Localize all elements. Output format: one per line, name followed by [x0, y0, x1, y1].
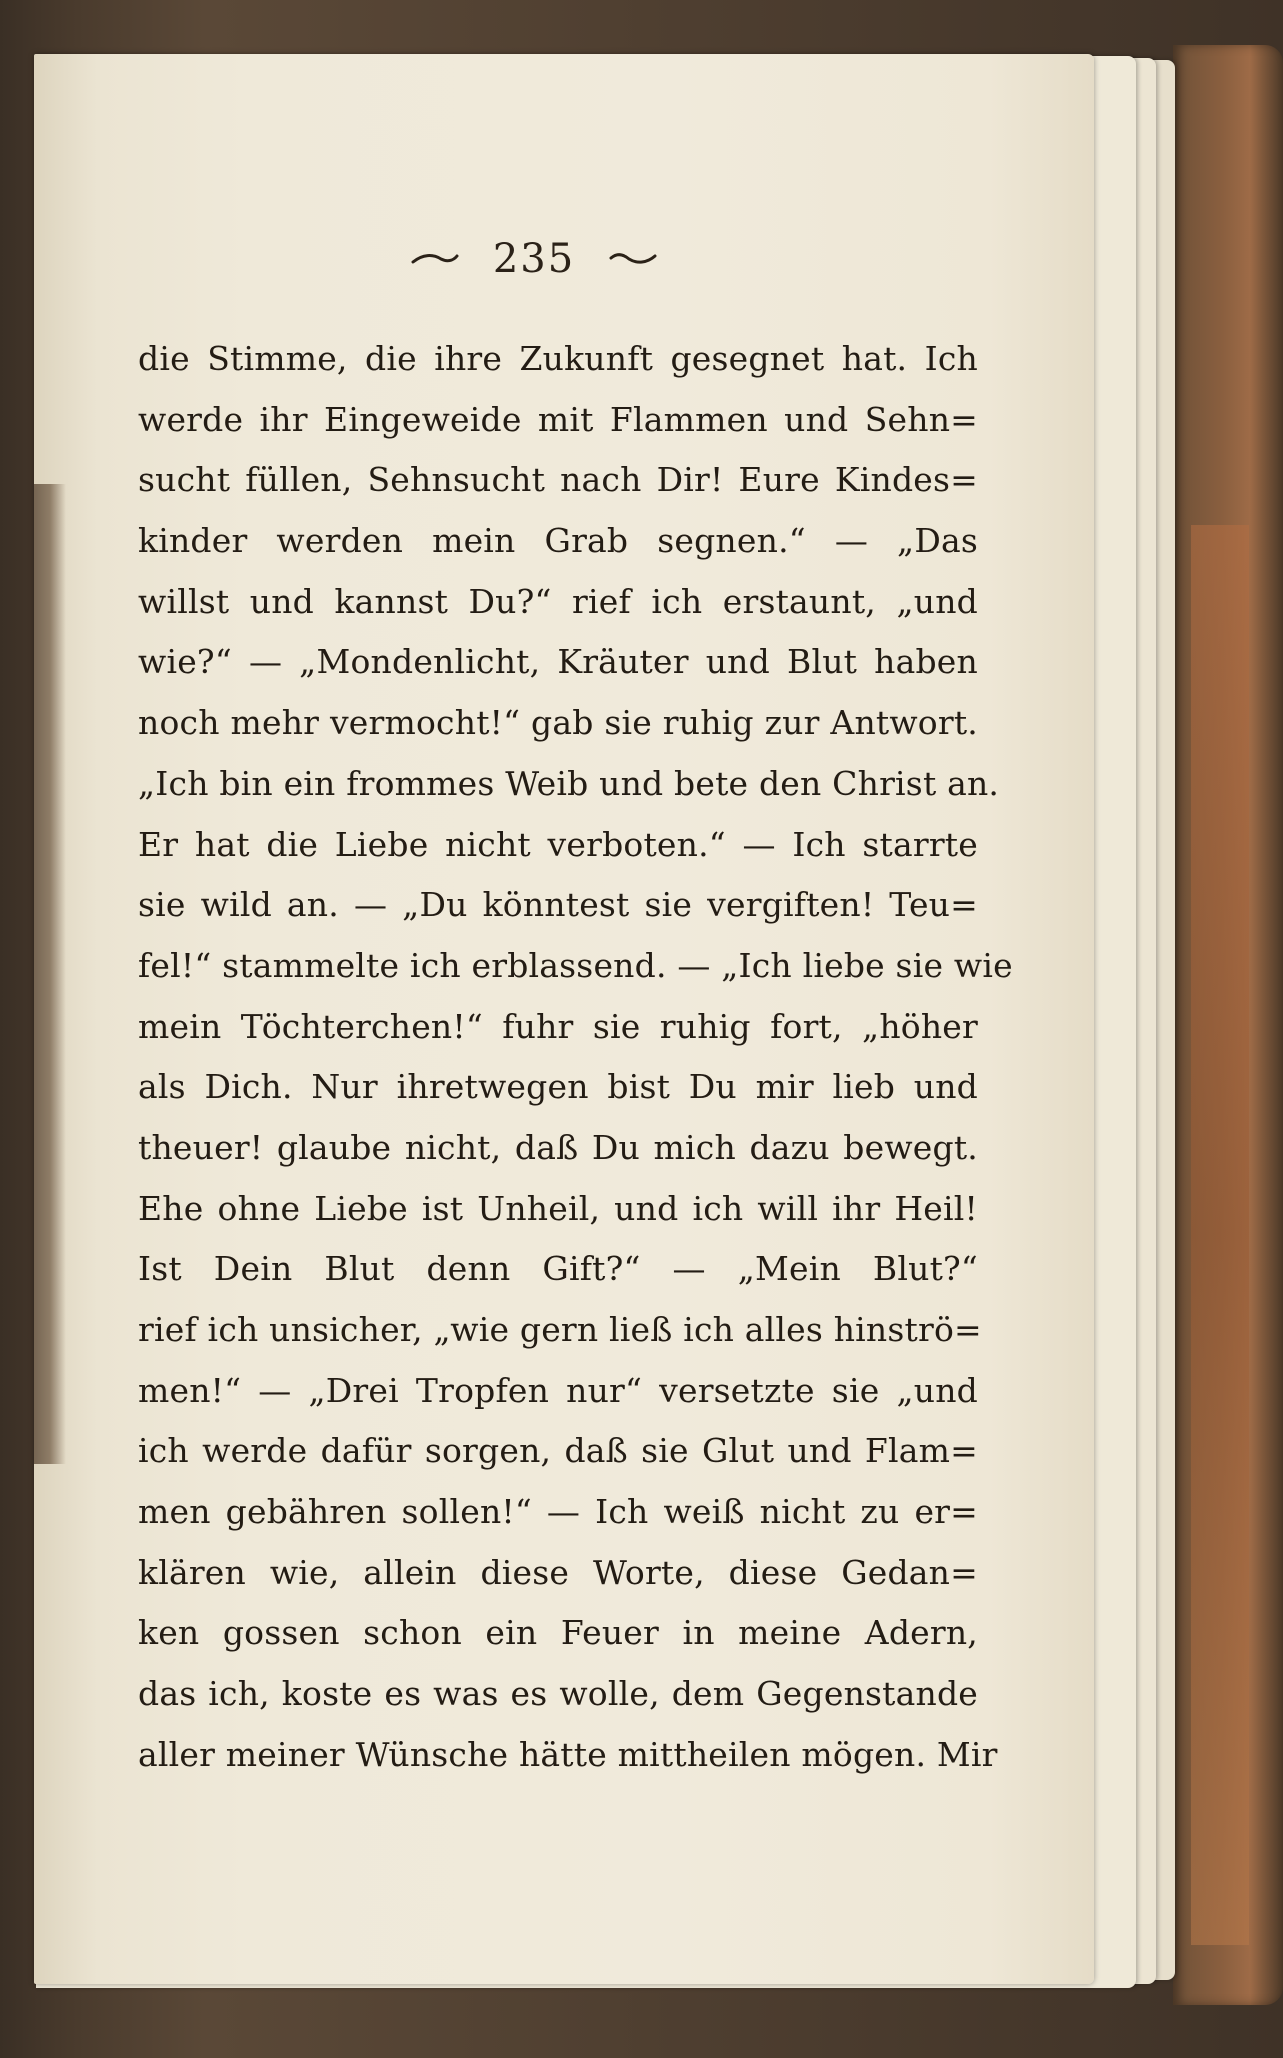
- book-page: [34, 54, 1094, 1984]
- text-line: als Dich. Nur ihretwegen bist Du mir lieb und: [138, 1067, 978, 1107]
- text-line: ken gossen schon ein Feuer in meine Adern,: [138, 1613, 978, 1653]
- body-text: [138, 329, 1013, 1786]
- text-line: sucht füllen, Sehnsucht nach Dir! Eure Kindes=: [138, 460, 978, 500]
- text-line: „Ich bin ein frommes Weib und bete den Christ an.: [138, 763, 1000, 803]
- text-line: die Stimme, die ihre Zukunft gesegnet hat. Ich: [138, 339, 978, 378]
- text-line: ich werde dafür sorgen, daß sie Glut und Flam=: [138, 1431, 978, 1471]
- book-cover-edge: [1173, 45, 1283, 2005]
- right-swash-ornament-icon: [609, 250, 657, 268]
- text-line: aller meiner Wünsche hätte mittheilen mögen. Mir: [138, 1734, 998, 1774]
- text-line: Ist Dein Blut denn Gift?“ — „Mein Blut?“: [138, 1249, 978, 1289]
- text-line: willst und kannst Du?“ rief ich erstaunt, „und: [138, 581, 978, 621]
- text-line: men gebähren sollen!“ — Ich weiß nicht zu er=: [138, 1492, 978, 1532]
- text-line: fel!“ stammelte ich erblassend. — „Ich liebe sie wie: [138, 945, 1013, 985]
- text-line: noch mehr vermocht!“ gab sie ruhig zur Antwort.: [138, 703, 978, 743]
- text-line: sie wild an. — „Du könntest sie vergiften! Teu=: [138, 885, 978, 925]
- text-line: men!“ — „Drei Tropfen nur“ versetzte sie „und: [138, 1370, 978, 1410]
- text-line: kinder werden mein Grab segnen.“ — „Das: [138, 521, 978, 561]
- text-line: Er hat die Liebe nicht verboten.“ — Ich starrte: [138, 824, 978, 864]
- text-line: theuer! glaube nicht, daß Du mich dazu bewegt.: [138, 1127, 978, 1167]
- text-line: Ehe ohne Liebe ist Unheil, und ich will ihr Heil!: [138, 1188, 978, 1228]
- text-line: das ich, koste es was es wolle, dem Gegenstande: [138, 1674, 978, 1714]
- text-line: rief ich unsicher, „wie gern ließ ich alles hinströ=: [138, 1310, 982, 1349]
- gutter-stain: [34, 484, 66, 1464]
- left-swash-ornament-icon: [411, 250, 459, 268]
- text-line: klären wie, allein diese Worte, diese Gedan=: [138, 1552, 978, 1592]
- text-line: mein Töchterchen!“ fuhr sie ruhig fort, „höher: [138, 1006, 978, 1046]
- page-header: [4, 229, 1064, 289]
- text-line: wie?“ — „Mondenlicht, Kräuter und Blut haben: [138, 642, 978, 682]
- page-number: 235: [492, 236, 576, 282]
- text-line: werde ihr Eingeweide mit Flammen und Sehn=: [138, 399, 978, 439]
